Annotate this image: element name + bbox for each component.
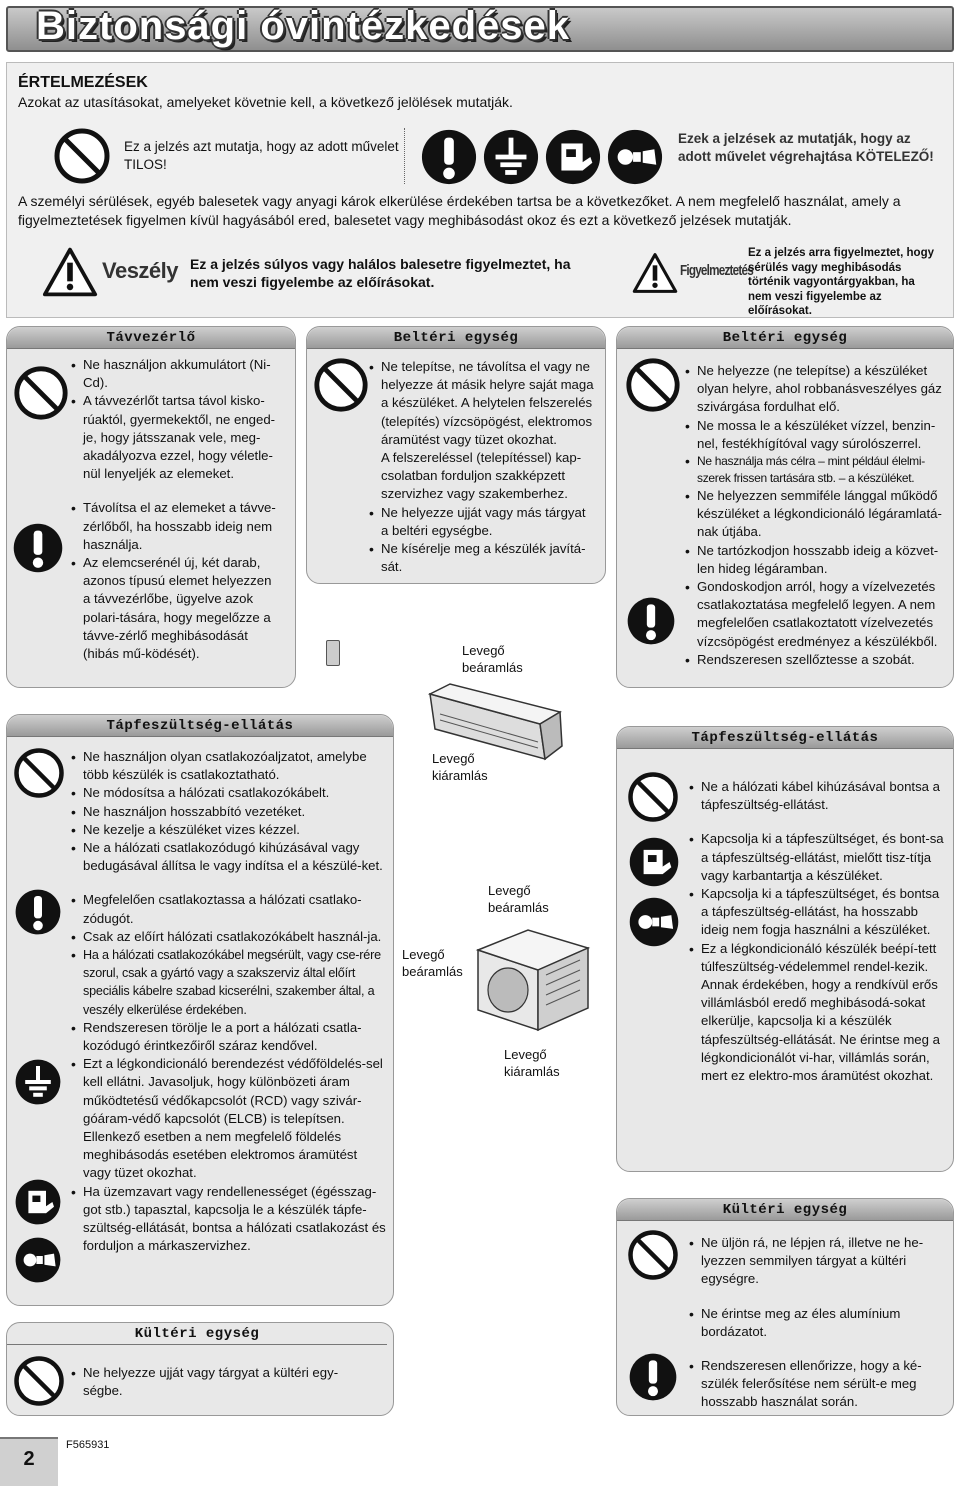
switch-off-icon — [14, 1178, 62, 1226]
list-item: • Ne használjon akkumulátort (Ni-Cd). — [70, 356, 280, 392]
list-item-continuation: A felszereléssel (telepítéssel) kap-csolatban forduljon szakképzett szervizhez vagy szakemberhez. — [381, 450, 582, 502]
indoor-right-list — [684, 362, 946, 669]
remote-control-illustration — [326, 640, 340, 666]
list-item: • Csak az előírt hálózati csatlakozókábelt használ-ja. — [70, 928, 388, 946]
airflow-label-intake: Levegő beáramlás — [402, 947, 463, 979]
remote-list — [70, 356, 280, 663]
list-item: • Ne érintse meg az éles alumínium bordázatot. — [688, 1305, 944, 1341]
list-item: • Ne használja más célra – mint például élelmi-szerek frissen tartására stb. – a készüléket. — [684, 453, 946, 487]
airflow-label-outlet: Levegő kiáramlás — [432, 751, 488, 783]
warning-triangle-icon — [632, 250, 678, 296]
prohibited-icon — [12, 1354, 66, 1408]
list-item: • Az elemcserénél új, két darab, azonos típusú elemet helyezzen a távvezérlőbe, ügyelve azok polari-tására, hogy megelőzze a távve-zérlő meghibásodását (hibás mű-ködését). — [70, 554, 280, 663]
list-item: • Ne a hálózati csatlakozódugó kihúzásával vagy bedugásával állítsa le vagy indítsa el a készülé-ket. — [70, 839, 388, 875]
list-item: • Távolítsa el az elemeket a távve-zérlőből, ha hosszabb ideig nem használja. — [70, 499, 280, 554]
list-item: • Rendszeresen ellenőrizze, hogy a ké-szülék felerősítése nem sérült-e meg hosszabb használat során. — [688, 1357, 944, 1412]
list-item: • Gondoskodjon arról, hogy a vízelvezetés csatlakoztatása megfelelő legyen. A nem megfelelően csatlakoztatott vízelvezetés vízcsöpögést eredményez a készülékből. — [684, 578, 946, 651]
switch-off-icon — [544, 128, 602, 186]
danger-explanation: Ez a jelzés súlyos vagy halálos balesetre figyelmeztet, ha nem veszi figyelembe az előírásokat. — [190, 256, 571, 290]
prohibited-explanation: Ez a jelzés azt mutatja, hogy az adott művelet TILOS! — [124, 139, 399, 172]
indoor-mid-panel-title: Beltéri egység — [307, 327, 605, 349]
list-item: • Ne kezelje a készüléket vizes kézzel. — [70, 821, 388, 839]
danger-triangle-icon — [42, 246, 98, 298]
ground-icon — [482, 128, 540, 186]
list-item: • Ne üljön rá, ne lépjen rá, illetve ne he-lyezzen semmilyen tárgyat a kültéri egységre. — [688, 1234, 944, 1289]
prohibited-icon — [626, 770, 680, 824]
outdoor-right-panel-title: Kültéri egység — [617, 1199, 953, 1221]
definitions-paragraph: A személyi sérülések, egyéb balesetek vagy anyagi károk elkerülése érdekében tartsa be a következőket. A nem megfelelő használat, amely a figyelmeztetések figyelmen kívül hagyásából ered, balesetet vagy meghibásodást okoz és ezt a következő jelzések mutatják. — [18, 193, 901, 228]
prohibited-icon — [52, 126, 112, 186]
list-item: • Ne kísérelje meg a készülék javítá-sát. — [368, 540, 596, 576]
unplug-icon — [628, 896, 680, 948]
list-item: • Ne helyezze ujját vagy tárgyat a kültéri egy-ségbe. — [70, 1364, 370, 1400]
list-item: • Ne helyezze (ne telepítse) a készüléket olyan helyre, ahol robbanásveszélyes gáz szivárgása fordulhat elő. — [684, 362, 946, 417]
list-item: • Ne módosítsa a hálózati csatlakozókábelt. — [70, 784, 388, 802]
prohibited-icon — [312, 356, 370, 414]
list-item: • Ne mossa le a készüléket vízzel, benzin-nel, festékhígítóval vagy súrolószerrel. — [684, 417, 946, 453]
list-item: • Rendszeresen törölje le a port a hálózati csatla-kozódugó érintkezőiről száraz kendővel. — [70, 1019, 388, 1055]
power-right-list — [688, 778, 944, 1085]
power-left-list — [70, 748, 388, 1255]
list-item: • Ha üzemzavart vagy rendellenességet (égésszag-got stb.) tapasztal, kapcsolja le a készülék tápfe-szültség-ellátását, bontsa a hálózati csatlakozást és forduljon a márkaszervizhez. — [70, 1183, 388, 1256]
mandatory-icon — [14, 888, 62, 936]
prohibited-icon — [12, 364, 70, 422]
list-item: • Kapcsolja ki a tápfeszültséget, és bontsa a tápfeszültség-ellátást, ha hosszabb ideig nem fogja használni a készüléket. — [688, 885, 944, 940]
list-item: • Rendszeresen szellőztesse a szobát. — [684, 651, 946, 669]
list-item: • Ez a légkondicionáló készülék beépí-tett túlfeszültség-védelemmel rendel-kezik. — [688, 940, 944, 976]
page-number: 2 — [0, 1437, 58, 1486]
ground-icon — [14, 1058, 62, 1106]
mandatory-icon — [420, 128, 478, 186]
outdoor-left-panel-title: Kültéri egység — [7, 1323, 387, 1345]
mandatory-icon — [628, 1352, 678, 1402]
page-title: Biztonsági óvintézkedések — [36, 4, 571, 48]
warning-explanation: Ez a jelzés arra figyelmeztet, hogy sérülés vagy meghibásodás történik vagyontárgyakban, ha nem veszi figyelembe az előírásokat. — [748, 247, 934, 317]
switch-off-icon — [628, 836, 680, 888]
list-item: • Ne helyezzen semmiféle lánggal működő készüléket a légkondicionáló légáramlatá-nak útjába. — [684, 487, 946, 542]
prohibited-icon — [12, 746, 66, 800]
list-item: • Ne helyezze ujját vagy más tárgyat a beltéri egységbe. — [368, 504, 596, 540]
outdoor-unit-illustration — [468, 920, 598, 1040]
list-item: • A távvezérlőt tartsa távol kisko-rúaktól, gyermekektől, ne enged-je, hogy játsszanak vele, meg-akadályozva ezzel, hogy véletle-nül lenyeljék az elemeket. — [70, 392, 280, 483]
list-item: • Ne a hálózati kábel kihúzásával bontsa a tápfeszültség-ellátást. — [688, 778, 944, 814]
list-item: • Ne használjon hosszabbító vezetéket. — [70, 803, 388, 821]
outdoor-left-list — [70, 1364, 370, 1400]
power-right-panel-title: Tápfeszültség-ellátás — [617, 727, 953, 749]
indoor-mid-list — [368, 358, 596, 576]
list-item: • Megfelelően csatlakoztassa a hálózati csatlako-zódugót. — [70, 891, 388, 927]
airflow-label-intake: Levegő beáramlás — [488, 883, 549, 915]
indoor-right-panel-title: Beltéri egység — [617, 327, 953, 349]
mandatory-explanation: Ezek a jelzések az mutatják, hogy az adott művelet végrehajtása KÖTELEZŐ! — [678, 131, 934, 164]
list-item: • Ne tartózkodjon hosszabb ideig a közvet-len hideg légáramban. — [684, 542, 946, 578]
airflow-label-intake: Levegő beáramlás — [462, 643, 523, 675]
warning-label: Figyelmeztetés — [680, 262, 753, 279]
mandatory-icon — [626, 596, 676, 646]
mandatory-icon — [12, 522, 64, 574]
outdoor-right-list — [688, 1234, 944, 1412]
danger-label: Veszély — [102, 258, 179, 283]
prohibited-icon — [624, 356, 682, 414]
unplug-icon — [14, 1236, 62, 1284]
list-item: • Ne telepítse, ne távolítsa el vagy ne helyezze át másik helyre saját maga a készüléket. A helytelen felszerelés (telepítés) vízcsöpögést, elektromos áramütést vagy tüzet okozhat. — [368, 358, 596, 449]
list-item: • Ha a hálózati csatlakozókábel megsérült, vagy cse-rére szorul, csak a gyártó vagy a szakszerviz által előírt speciális kábelre szabad kicserélni, szakember által, a veszély elkerülése érdekében. — [70, 946, 388, 1019]
unplug-icon — [606, 128, 664, 186]
definitions-intro: Azokat az utasításokat, amelyeket követnie kell, a következő jelölések mutatják. — [18, 94, 513, 110]
document-code: F565931 — [66, 1439, 110, 1451]
prohibited-icon — [626, 1228, 680, 1282]
divider — [404, 128, 405, 184]
remote-panel-title: Távvezérlő — [7, 327, 295, 349]
list-item-continuation: Annak érdekében, hogy a rendkívül erős villámlásból eredő meghibásodá-sokat elkerülje, kapcsolja ki a készülék tápfeszültség-ellátását. Ne érintse meg a légkondicionálót vi-har, villámlás során, mert ez elektro-mos áramütést okozhat. — [701, 977, 940, 1084]
power-left-panel-title: Tápfeszültség-ellátás — [7, 715, 393, 737]
airflow-label-outlet: Levegő kiáramlás — [504, 1047, 560, 1079]
list-item: • Ezt a légkondicionáló berendezést védőföldelés-sel kell ellátni. Javasoljuk, hogy különbözeti áram működtetésű védőkapcsolót (RCD) vagy szivár-góáram-védő kapcsolót (ELCB) is telepítsen. Ellenkező esetben a nem megfelelő földelés meghibásodás esetében elektromos áramütést vagy tüzet okozhat. — [70, 1055, 388, 1182]
definitions-title: ÉRTELMEZÉSEK — [18, 74, 148, 91]
list-item: • Kapcsolja ki a tápfeszültséget, és bont-sa a tápfeszültség-ellátást, mielőtt tisz-títja vagy karbantartja a készüléket. — [688, 830, 944, 885]
list-item: • Ne használjon olyan csatlakozóaljzatot, amelybe több készülék is csatlakoztatható. — [70, 748, 388, 784]
